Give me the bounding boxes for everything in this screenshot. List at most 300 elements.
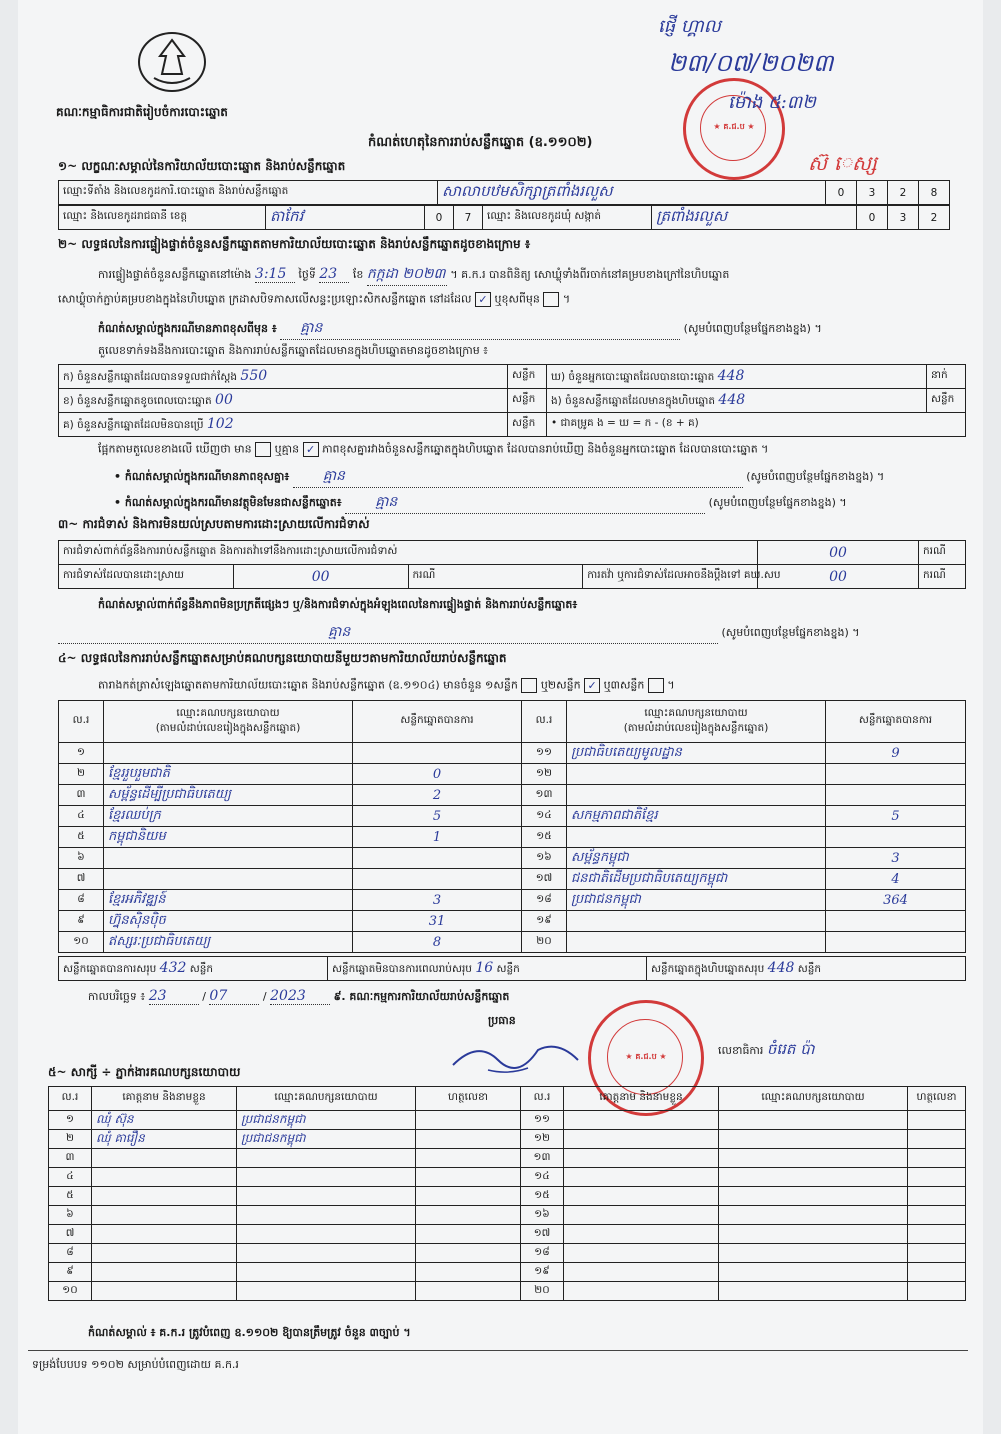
code-digit: 3 xyxy=(857,181,888,205)
row-no: ១៣ xyxy=(522,785,567,806)
table-row xyxy=(49,1206,966,1225)
col-votes: សន្លឹកឆ្នោតបានការ xyxy=(353,701,522,743)
code-digit: 0 xyxy=(857,206,888,230)
witness-name xyxy=(92,1168,237,1187)
col-name: គោត្តនាម និងនាមខ្លួន xyxy=(92,1087,237,1111)
witness-party xyxy=(237,1168,416,1187)
text: សោឃ្លុំចាក់ភ្ជាប់គម្របខាងក្នុងនៃហិបឆ្នោត ក្រដាសបិទភាសលើសន្ទះប្រឡោះសិកសន្លឹកឆ្នោត នៅដដែល xyxy=(58,292,472,306)
section1-row2-value2: ត្រពាំងរលួស xyxy=(652,206,857,230)
row-no: ២០ xyxy=(521,1282,564,1301)
text: ការផ្ទៀងផ្ទាត់ចំនួនសន្លឹកឆ្នោតនៅម៉ោង xyxy=(98,268,252,281)
bullet1-value: គ្មាន xyxy=(293,466,743,488)
witness-name xyxy=(564,1225,719,1244)
vote-count xyxy=(826,827,966,848)
table-row xyxy=(49,1149,966,1168)
unit: សន្លឹក xyxy=(927,389,966,413)
row-no: ១៤ xyxy=(522,806,567,827)
section2-note xyxy=(98,318,968,340)
b-value: 00 xyxy=(215,391,233,408)
col-no: ល.រ xyxy=(522,701,567,743)
col-no: ល.រ xyxy=(521,1087,564,1111)
text: ផ្អែកតាមតួលេខខាងលើ ឃើញថា មាន xyxy=(98,442,252,456)
s3-row2-label: ការជំទាស់ដែលបានដោះស្រាយ xyxy=(59,565,234,589)
table-row xyxy=(59,890,966,911)
table-row xyxy=(49,1282,966,1301)
row-no: ៧ xyxy=(59,869,104,890)
compare-line xyxy=(98,442,968,459)
witness-party xyxy=(237,1187,416,1206)
witness-name xyxy=(564,1282,719,1301)
party-name xyxy=(567,827,826,848)
witness-name xyxy=(564,1111,719,1130)
org-name: គណៈកម្មាធិការជាតិរៀបចំការបោះឆ្នោត xyxy=(56,105,228,119)
text: ។ គ.ក.រ បានពិនិត្យ សោឃ្លុំទាំងពីរចាក់នៅគម្របខាងក្រៅនៃហិបឆ្នោត xyxy=(450,268,730,281)
party-name: ហ្វ៊ុនស៊ិនប៉ិច xyxy=(104,911,353,932)
witness-name xyxy=(92,1206,237,1225)
vote-count xyxy=(353,848,522,869)
party-name: សកម្មភាពជាតិខ្មែរ xyxy=(567,806,826,827)
row-no: ៨ xyxy=(59,890,104,911)
code-digit: 2 xyxy=(888,181,919,205)
witness-party xyxy=(719,1282,908,1301)
witness-party xyxy=(237,1282,416,1301)
witness-signature xyxy=(908,1130,966,1149)
unit: សន្លឹក xyxy=(797,962,822,975)
witness-signature xyxy=(908,1244,966,1263)
text: (សូមបំពេញបន្ថែមផ្នែកខាងខ្នង) ។ xyxy=(721,626,860,639)
vote-count xyxy=(826,764,966,785)
section4-results-table xyxy=(58,700,966,953)
unit: សន្លឹក xyxy=(508,413,547,437)
form-page xyxy=(18,0,983,1434)
witness-name: ឈុំ គារឿន xyxy=(92,1130,237,1149)
row-no: ១៤ xyxy=(521,1168,564,1187)
nec-emblem-icon xyxy=(138,32,206,92)
row-no: ១៥ xyxy=(522,827,567,848)
code-digit: 3 xyxy=(888,206,919,230)
party-name xyxy=(104,848,353,869)
section2-figures-table xyxy=(58,364,966,437)
witness-name xyxy=(92,1263,237,1282)
total-box: 448 xyxy=(767,959,795,976)
witness-name xyxy=(92,1149,237,1168)
total-valid: 432 xyxy=(159,959,187,976)
witness-party: ប្រជាជនកម្ពុជា xyxy=(237,1111,416,1130)
witness-signature xyxy=(416,1187,521,1206)
bullet2 xyxy=(114,492,964,514)
code-digit: 0 xyxy=(425,206,454,230)
unit: សន្លឹក xyxy=(496,962,520,975)
code-digit: 2 xyxy=(919,206,950,230)
witness-name xyxy=(92,1282,237,1301)
section1-heading: ១~ លក្ខណៈសម្គាល់នៃការិយាល័យបោះឆ្នោត និងរាប់សន្លឹកឆ្នោត xyxy=(58,159,346,173)
table-row xyxy=(59,743,966,764)
col-name: គោត្តនាម និងនាមខ្លួន xyxy=(564,1087,719,1111)
text: (សូមបំពេញបន្ថែមផ្នែកខាងខ្នង) ។ xyxy=(683,322,822,335)
s3-row2-label2: ការតវ៉ា ឬការជំទាស់ដែលអាចនឹងប្តឹងទៅ គឃ.សប xyxy=(583,565,758,589)
a-value: 550 xyxy=(240,367,268,384)
row-no: ២ xyxy=(59,764,104,785)
table-row xyxy=(49,1225,966,1244)
table-row xyxy=(59,785,966,806)
row-no: ៣ xyxy=(49,1149,92,1168)
footer-form-ref: ទម្រង់បែបបទ ១១០២ សម្រាប់បំពេញដោយ គ.ក.រ xyxy=(32,1358,239,1371)
row-no: ១២ xyxy=(522,764,567,785)
row-no: ៣ xyxy=(59,785,104,806)
party-name: ខ្មែរឈប់ក្រ xyxy=(104,806,353,827)
checkbox-2sheet[interactable]: ✓ xyxy=(584,678,600,693)
row-no: ១៣ xyxy=(521,1149,564,1168)
party-name: ខ្មែរអភិវឌ្ឍន៍ xyxy=(104,890,353,911)
unit: នាក់ xyxy=(927,365,966,389)
witness-signature xyxy=(416,1244,521,1263)
col-party xyxy=(104,701,353,743)
checkbox-has[interactable] xyxy=(255,442,271,457)
unit: សន្លឹក xyxy=(508,365,547,389)
section4-totals xyxy=(58,956,966,981)
section1-row1-label: ឈ្មោះទីតាំង និងលេខកូដការិ.បោះឆ្នោត និងរាប់សន្លឹកឆ្នោត xyxy=(59,181,438,205)
col-party: ឈ្មោះគណបក្សនយោបាយ xyxy=(237,1087,416,1111)
a-label: ក) ចំនួនសន្លឹកឆ្នោតដែលបានទទួលជាក់ស្តែង xyxy=(63,370,238,383)
text: ខែ xyxy=(352,268,364,281)
text: ៩. គណៈកម្មការការិយាល័យរាប់សន្លឹកឆ្នោត xyxy=(333,990,510,1003)
checkbox-none[interactable]: ✓ xyxy=(303,442,319,457)
table-row xyxy=(59,764,966,785)
date-line: កាលបរិច្ឆេទ ៖ 23 / 07 / 2023 ៩. គណៈកម្មការការិយាល័យរាប់សន្លឹកឆ្នោត xyxy=(88,988,510,1004)
vote-count xyxy=(826,785,966,806)
witness-signature xyxy=(908,1225,966,1244)
section2-para2: សោឃ្លុំចាក់ភ្ជាប់គម្របខាងក្នុងនៃហិបឆ្នោត ក្រដាសបិទភាសលើសន្ទះប្រឡោះសិកសន្លឹកឆ្នោត នៅដដែល ✓ ឬខុសពីមុន ។ xyxy=(58,292,571,306)
vote-count: 364 xyxy=(826,890,966,911)
secretary-name: ចំរេត ប៉ា xyxy=(766,1040,815,1058)
total-invalid: 16 xyxy=(475,959,494,976)
table-row xyxy=(49,1111,966,1130)
row-no: ១ xyxy=(59,743,104,764)
table-row xyxy=(59,932,966,953)
vote-count: 5 xyxy=(353,806,522,827)
witness-signature xyxy=(416,1206,521,1225)
party-name: កម្ពុជានិយម xyxy=(104,827,353,848)
row-no: ១៦ xyxy=(521,1206,564,1225)
row-no: ១៩ xyxy=(521,1263,564,1282)
official-stamp-icon: ★ គ.ជ.ប ★ xyxy=(683,78,785,180)
secretary xyxy=(718,1040,815,1062)
footer-note: កំណត់សម្គាល់ ៖ គ.ក.រ ត្រូវបំពេញ ឧ.១១០២ ឱ្យបានត្រឹមត្រូវ ចំនួន ៣ច្បាប់ ។ xyxy=(88,1326,411,1339)
vote-count xyxy=(826,911,966,932)
party-name: សម្ព័ន្ធកម្ពុជា xyxy=(567,848,826,869)
footer-divider xyxy=(28,1350,968,1351)
witness-name xyxy=(564,1168,719,1187)
text: ឬគ្មាន xyxy=(274,442,300,456)
party-name xyxy=(567,932,826,953)
vote-count: 31 xyxy=(353,911,522,932)
witness-name xyxy=(564,1130,719,1149)
row-no: ១២ xyxy=(521,1130,564,1149)
party-name xyxy=(104,869,353,890)
handwritten-sign: ស៊ េស្ស xyxy=(808,151,877,175)
col-sign: ហត្ថលេខា xyxy=(416,1087,521,1111)
vote-count xyxy=(826,932,966,953)
handwritten-note: ផ្ញើ ហ្គាល xyxy=(658,16,721,37)
d-label: ឃ) ចំនួនអ្នកបោះឆ្នោតដែលបានបោះឆ្នោត xyxy=(551,370,715,383)
d-value: 448 xyxy=(717,367,745,384)
vote-count: 3 xyxy=(353,890,522,911)
s3-row1-label: ការជំទាស់ពាក់ព័ន្ធនឹងការរាប់សន្លឹកឆ្នោត និងការតវ៉ាទៅនឹងការដោះស្រាយលើការជំទាស់ xyxy=(59,541,758,565)
witness-signature xyxy=(908,1149,966,1168)
col-party: ឈ្មោះគណបក្សនយោបាយ xyxy=(719,1087,908,1111)
unit: ករណី xyxy=(919,565,966,589)
row-no: ៦ xyxy=(49,1206,92,1225)
party-name xyxy=(104,743,353,764)
col-party xyxy=(567,701,826,743)
witness-signature xyxy=(908,1282,966,1301)
vote-count xyxy=(353,743,522,764)
section1-row2-label2: ឈ្មោះ និងលេខកូដឃុំ សង្កាត់ xyxy=(483,206,652,230)
vote-count: 0 xyxy=(353,764,522,785)
section1-table-row2 xyxy=(58,205,950,230)
text: ឬ២សន្លឹក xyxy=(540,678,581,692)
code-digit: 7 xyxy=(454,206,483,230)
text: ឬខុសពីមុន xyxy=(494,292,540,306)
row-no: ៥ xyxy=(49,1187,92,1206)
s3-row2-value: 00 xyxy=(233,565,408,589)
party-name: ប្រជាជនកម្ពុជា xyxy=(567,890,826,911)
section5-witness-table xyxy=(48,1086,966,1301)
party-name: ខ្មែររួបរួមជាតិ xyxy=(104,764,353,785)
row-no: ១១ xyxy=(521,1111,564,1130)
vote-count: 2 xyxy=(353,785,522,806)
b-label: ខ) ចំនួនសន្លឹកឆ្នោតខូចពេលបោះឆ្នោត xyxy=(63,394,212,407)
text: ឈ្មោះគណបក្សនយោបាយ xyxy=(644,706,748,719)
col-no: ល.រ xyxy=(49,1087,92,1111)
checkbox-1sheet[interactable] xyxy=(521,678,537,693)
witness-party xyxy=(237,1244,416,1263)
witness-signature xyxy=(908,1168,966,1187)
text: • កំណត់សម្គាល់ក្នុងករណីមានវត្ថុមិនមែនជាសន្លឹកឆ្នោត៖ xyxy=(114,496,342,509)
witness-signature xyxy=(908,1206,966,1225)
chair-label: ប្រធាន xyxy=(488,1014,516,1027)
row-no: ៧ xyxy=(49,1225,92,1244)
total-box-label: សន្លឹកឆ្នោតក្នុងហិបឆ្នោតសរុប xyxy=(651,962,765,975)
witness-name xyxy=(564,1206,719,1225)
row-no: ៥ xyxy=(59,827,104,848)
witness-party xyxy=(719,1225,908,1244)
table-row xyxy=(49,1263,966,1282)
row-no: ១ xyxy=(49,1111,92,1130)
e-value: 448 xyxy=(718,391,746,408)
text: ឈ្មោះគណបក្សនយោបាយ xyxy=(176,706,280,719)
row-no: ១៧ xyxy=(522,869,567,890)
party-name: សម្ព័ន្ធដើម្បីប្រជាធិបតេយ្យ xyxy=(104,785,353,806)
row-no: ១៨ xyxy=(521,1244,564,1263)
witness-signature xyxy=(908,1187,966,1206)
table-row xyxy=(59,869,966,890)
witness-party xyxy=(719,1187,908,1206)
c-value: 102 xyxy=(206,415,234,432)
witness-party: ប្រជាជនកម្ពុជា xyxy=(237,1130,416,1149)
vote-count: 3 xyxy=(826,848,966,869)
witness-party xyxy=(237,1263,416,1282)
text: លេខាធិការ xyxy=(718,1044,764,1057)
section2-para1 xyxy=(98,264,729,286)
witness-name xyxy=(564,1244,719,1263)
bullet2-value: គ្មាន xyxy=(345,492,705,514)
witness-signature xyxy=(416,1111,521,1130)
section1-row2-label: ឈ្មោះ និងលេខកូដរាជធានី ខេត្ត xyxy=(59,206,266,230)
table-row xyxy=(49,1244,966,1263)
text: (សូមបំពេញបន្ថែមផ្នែកខាងខ្នង) ។ xyxy=(746,470,885,483)
row-no: ៤ xyxy=(59,806,104,827)
checkbox-3sheet[interactable] xyxy=(648,678,664,693)
section3-heading: ៣~ ការជំទាស់ និងការមិនយល់ស្របតាមការដោះស្រាយលើការជំទាស់ xyxy=(58,517,370,531)
row-no: ៨ xyxy=(49,1244,92,1263)
section1-table xyxy=(58,180,950,205)
text: ថ្ងៃទី xyxy=(298,268,316,281)
party-name: ជនជាតិដើមប្រជាធិបតេយ្យកម្ពុជា xyxy=(567,869,826,890)
witness-signature xyxy=(908,1111,966,1130)
row-no: ១០ xyxy=(59,932,104,953)
witness-party xyxy=(719,1263,908,1282)
col-sign: ហត្ថលេខា xyxy=(908,1087,966,1111)
code-digit: 8 xyxy=(919,181,950,205)
bullet1 xyxy=(114,466,964,488)
text: (តាមលំដាប់លេខរៀងក្នុងសន្លឹកឆ្នោត) xyxy=(155,721,301,734)
vote-count xyxy=(353,869,522,890)
form-title: កំណត់ហេតុនៃការរាប់សន្លឹកឆ្នោត (ឧ.១១០២) xyxy=(368,135,593,150)
s3-note-value: គ្មាន xyxy=(58,622,718,644)
row-no: ១៥ xyxy=(521,1187,564,1206)
section1-row2-value: តាកែវ xyxy=(266,206,425,230)
s3-row1-value: 00 xyxy=(758,541,919,565)
witness-party xyxy=(719,1111,908,1130)
official-stamp-icon: ★ គ.ជ.ប ★ xyxy=(588,1000,704,1116)
row-no: ២ xyxy=(49,1130,92,1149)
vote-count: 8 xyxy=(353,932,522,953)
row-no: ៩ xyxy=(59,911,104,932)
witness-signature xyxy=(908,1263,966,1282)
table-row xyxy=(59,911,966,932)
witness-name xyxy=(92,1187,237,1206)
party-name: ឥស្សរៈប្រជាធិបតេយ្យ xyxy=(104,932,353,953)
witness-name xyxy=(564,1149,719,1168)
witness-signature xyxy=(416,1263,521,1282)
witness-signature xyxy=(416,1149,521,1168)
row-no: ៤ xyxy=(49,1168,92,1187)
vote-count: 4 xyxy=(826,869,966,890)
vote-count: 1 xyxy=(353,827,522,848)
text: ឬ៣សន្លឹក xyxy=(603,678,645,692)
section4-heading: ៤~ លទ្ធផលនៃការរាប់សន្លឹកឆ្នោតសម្រាប់គណបក្សនយោបាយនីមួយៗតាមការិយាល័យរាប់សន្លឹកឆ្នោត xyxy=(58,651,507,665)
c-label: គ) ចំនួនសន្លឹកឆ្នោតដែលមិនបានប្រើ xyxy=(63,418,204,431)
section2-intro: តួលេខទាក់ទងនឹងការបោះឆ្នោត និងការរាប់សន្លឹកឆ្នោតដែលមានក្នុងហិបឆ្នោតមានដូចខាងក្រោម ៖ xyxy=(98,344,489,357)
witness-name xyxy=(92,1244,237,1263)
row-no: ១០ xyxy=(49,1282,92,1301)
handwritten-date: ២៣/០៧/២០២៣ xyxy=(668,49,834,77)
s3-note-label: កំណត់សម្គាល់ពាក់ព័ន្ធនឹងភាពមិនប្រក្រតីផ្សេងៗ ឬ/និងការជំទាស់ក្នុងអំឡុងពេលនៃការផ្ទៀងផ្ទាត់ និងការរាប់សន្លឹកឆ្នោត៖ xyxy=(98,598,578,611)
witness-name xyxy=(564,1187,719,1206)
row-no: ៩ xyxy=(49,1263,92,1282)
party-name xyxy=(567,764,826,785)
table-row xyxy=(59,848,966,869)
table-row xyxy=(59,827,966,848)
date-year: 2023 xyxy=(270,988,330,1005)
witness-party xyxy=(237,1225,416,1244)
row-no: ១៨ xyxy=(522,890,567,911)
row-no: ១៦ xyxy=(522,848,567,869)
text: កំណត់សម្គាល់ក្នុងករណីមានភាពខុសពីមុន ៖ xyxy=(98,322,277,335)
unit: ករណី xyxy=(919,541,966,565)
table-row xyxy=(49,1168,966,1187)
table-row xyxy=(49,1187,966,1206)
time-value: 3:15 xyxy=(255,266,295,283)
code-digit: 0 xyxy=(826,181,857,205)
row-no: ១៧ xyxy=(521,1225,564,1244)
witness-party xyxy=(719,1149,908,1168)
text: កាលបរិច្ឆេទ ៖ xyxy=(88,990,146,1003)
witness-party xyxy=(719,1168,908,1187)
checkbox-same[interactable]: ✓ xyxy=(475,292,491,307)
total-invalid-label: សន្លឹកឆ្នោតមិនបានការពេលរាប់សរុប xyxy=(332,962,472,975)
col-votes: សន្លឹកឆ្នោតបានការ xyxy=(826,701,966,743)
date-month: 07 xyxy=(209,988,259,1005)
total-valid-label: សន្លឹកឆ្នោតបានការសរុប xyxy=(63,962,157,975)
checkbox-different[interactable] xyxy=(543,292,559,307)
witness-signature xyxy=(416,1168,521,1187)
s3-row2-value2: 00 xyxy=(758,565,919,589)
section1-row1-value: សាលាបឋមសិក្សាត្រពាំងរលួស xyxy=(438,181,826,205)
section2-heading: ២~ លទ្ធផលនៃការផ្ទៀងផ្ទាត់ចំនួនសន្លឹកឆ្នោតតាមការិយាល័យបោះឆ្នោត និងរាប់សន្លឹកឆ្នោតដូចខាងក្រោម ៖ xyxy=(58,237,531,251)
unit: សន្លឹក xyxy=(189,962,214,975)
witness-party xyxy=(719,1130,908,1149)
unit: ករណី xyxy=(408,565,583,589)
text: • កំណត់សម្គាល់ក្នុងករណីមានភាពខុសគ្នា៖ xyxy=(114,470,290,483)
handwritten-time: ម៉ោង ៥:៣២ xyxy=(728,92,816,113)
witness-party xyxy=(719,1206,908,1225)
witness-name: ឈុំ ស៊ុន xyxy=(92,1111,237,1130)
e-label: ង) ចំនួនសន្លឹកឆ្នោតដែលមានក្នុងហិបឆ្នោត xyxy=(551,394,716,407)
row-no: ១១ xyxy=(522,743,567,764)
witness-signature xyxy=(416,1225,521,1244)
text: តារាងកត់ត្រាសំឡេងឆ្នោតតាមការិយាល័យបោះឆ្នោត និងរាប់សន្លឹកឆ្នោត (ឧ.១១០៤) មានចំនួន ១សន្លឹក xyxy=(98,678,518,692)
witness-party xyxy=(719,1244,908,1263)
party-name: ប្រជាធិបតេយ្យមូលដ្ឋាន xyxy=(567,743,826,764)
table-row xyxy=(49,1130,966,1149)
witness-party xyxy=(237,1149,416,1168)
section4-intro: តារាងកត់ត្រាសំឡេងឆ្នោតតាមការិយាល័យបោះឆ្នោត និងរាប់សន្លឹកឆ្នោត (ឧ.១១០៤) មានចំនួន ១សន្លឹក ឬ២សន្លឹក ✓ ឬ៣សន្លឹក ។ xyxy=(98,678,675,692)
witness-signature xyxy=(416,1130,521,1149)
table-row xyxy=(59,806,966,827)
signature-icon xyxy=(448,1030,588,1083)
day-value: 23 xyxy=(319,266,349,283)
formula: • ជាគម្រូគ ង = ឃ = ក - (ខ + គ) xyxy=(547,413,966,437)
witness-signature xyxy=(416,1282,521,1301)
date-day: 23 xyxy=(149,988,199,1005)
section5-heading: ៥~ សាក្សី ÷ ភ្នាក់ងារគណបក្សនយោបាយ xyxy=(48,1065,241,1079)
s3-note xyxy=(58,622,966,644)
party-name xyxy=(567,911,826,932)
month-year-value: កក្កដា ២០២៣ xyxy=(367,264,447,286)
text: (សូមបំពេញបន្ថែមផ្នែកខាងខ្នង) ។ xyxy=(708,496,847,509)
row-no: ២០ xyxy=(522,932,567,953)
unit: សន្លឹក xyxy=(508,389,547,413)
party-name xyxy=(567,785,826,806)
witness-party xyxy=(237,1206,416,1225)
vote-count: 9 xyxy=(826,743,966,764)
section3-table xyxy=(58,540,966,589)
witness-name xyxy=(92,1225,237,1244)
vote-count: 5 xyxy=(826,806,966,827)
witness-name xyxy=(564,1263,719,1282)
